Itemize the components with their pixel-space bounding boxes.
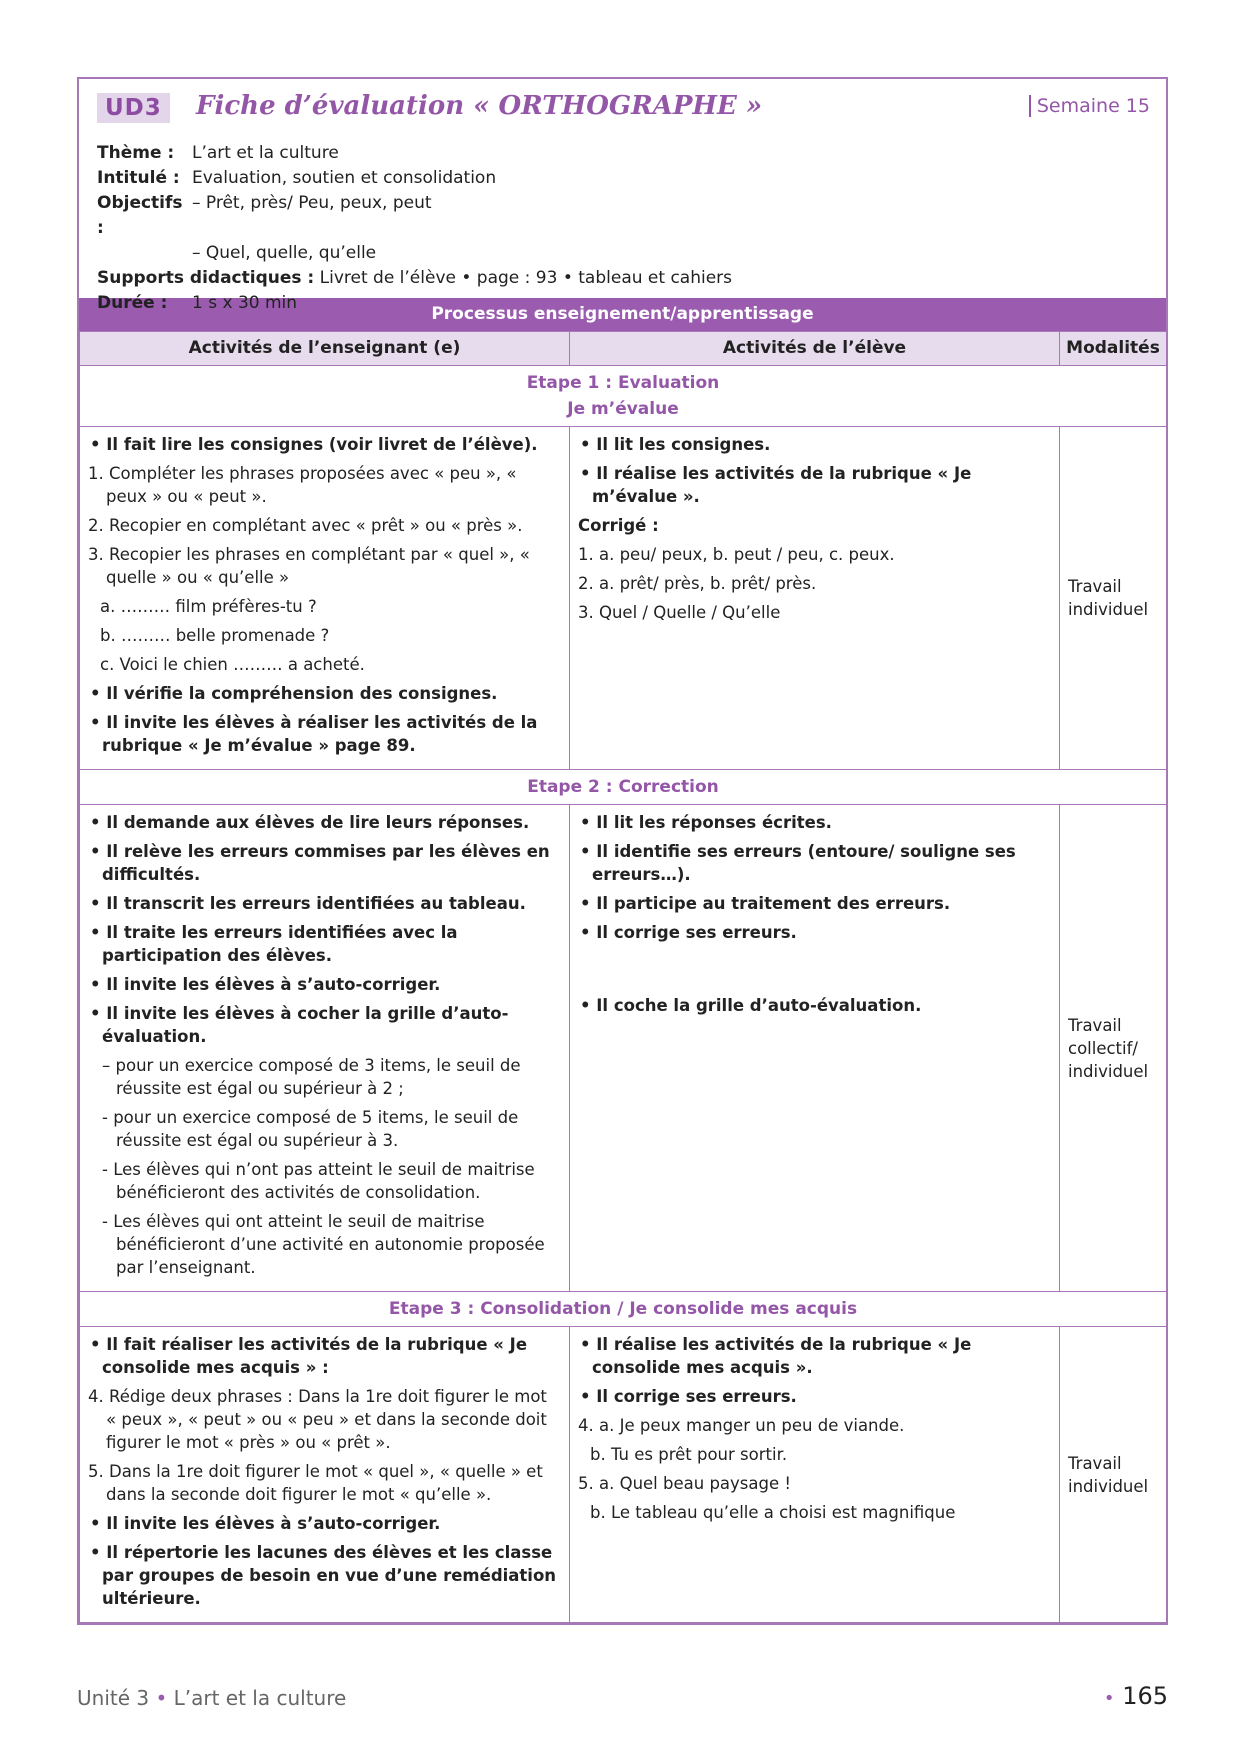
text-line: 1. a. peu/ peux, b. peut / peu, c. peux. [578,545,895,564]
text-line: – pour un exercice composé de 3 items, le seuil de réussite est égal ou supérieur à 2 ; [102,1056,521,1098]
objectif-1: – Prêt, près/ Peu, peux, peut [192,193,432,213]
page-dot: • [1103,1688,1115,1709]
text-line: Corrigé : [578,516,659,535]
supports-label: Supports didactiques : [97,268,315,288]
step-1-row [80,427,1167,770]
step-3-student [570,1327,1060,1623]
text-line: 4. Rédige deux phrases : Dans la 1re doit figurer le mot « peux », « peut » ou « peu » et dans la seconde doit figurer le mot « près » ou « prêt ». [88,1387,547,1452]
text-line: c. Voici le chien ……… a acheté. [100,655,365,674]
text-line: 2. Recopier en complétant avec « prêt » ou « près ». [88,516,523,535]
footer-separator: • [155,1686,168,1710]
text-line: • Il corrige ses erreurs. [580,923,797,942]
theme-value: L’art et la culture [192,143,339,163]
text-line: • Il coche la grille d’auto-évaluation. [580,996,922,1015]
step-2-teacher [80,805,570,1292]
text-line: • Il invite les élèves à s’auto-corriger. [90,1514,441,1533]
page-title: Fiche d’évaluation « ORTHOGRAPHE » [196,91,763,121]
step-2-header [80,770,1167,805]
col-student: Activités de l’élève [570,332,1060,366]
text-line: b. Tu es prêt pour sortir. [590,1445,788,1464]
text-line: 2. a. prêt/ près, b. prêt/ près. [578,574,817,593]
step-1-modalite: Travail individuel [1060,427,1167,770]
text-line: • Il participe au traitement des erreurs. [580,894,951,913]
process-band: Processus enseignement/apprentissage [79,298,1166,331]
text-line: • Il demande aux élèves de lire leurs réponses. [90,813,530,832]
step-1-title: Etape 1 : Evaluation [526,373,720,393]
text-line: • Il vérifie la compréhension des consignes. [90,684,498,703]
theme-label: Thème : [97,143,175,163]
text-line: • Il lit les réponses écrites. [580,813,832,832]
objectif-2: – Quel, quelle, qu’elle [192,243,377,263]
text-line: 4. a. Je peux manger un peu de viande. [578,1416,905,1435]
text-line: • Il réalise les activités de la rubrique « Je m’évalue ». [580,464,972,506]
step-2-modalite: Travail collectif/ individuel [1060,805,1167,1292]
footer-unit [77,1686,346,1710]
text-line: • Il identifie ses erreurs (entoure/ souligne ses erreurs…). [580,842,1016,884]
step-2-student [570,805,1060,1292]
text-line: - Les élèves qui n’ont pas atteint le seuil de maitrise bénéficieront des activités de consolidation. [102,1160,535,1202]
text-line: • Il invite les élèves à cocher la grille d’auto-évaluation. [90,1004,509,1046]
footer-theme: L’art et la culture [173,1686,347,1710]
text-line: • Il transcrit les erreurs identifiées au tableau. [90,894,526,913]
supports-value: Livret de l’élève • page : 93 • tableau et cahiers [319,268,733,288]
text-line: • Il répertorie les lacunes des élèves et les classe par groupes de besoin en vue d’une remédiation ultérieure. [90,1543,557,1608]
step-3-row [80,1327,1167,1623]
intitule-label: Intitulé : [97,168,180,188]
text-line: 5. Dans la 1re doit figurer le mot « quel », « quelle » et dans la seconde doit figurer le mot « qu’elle ». [88,1462,543,1504]
text-line: • Il traite les erreurs identifiées avec la participation des élèves. [90,923,458,965]
text-line: • Il invite les élèves à réaliser les activités de la rubrique « Je m’évalue » page 89. [90,713,538,755]
activities-table [79,331,1167,1623]
page-number [1104,1682,1168,1710]
page-number-value: 165 [1122,1682,1168,1710]
week-label: Semaine 15 [1029,95,1150,117]
step-2-title: Etape 2 : Correction [80,770,1167,805]
text-line: • Il réalise les activités de la rubrique « Je consolide mes acquis ». [580,1335,972,1377]
step-3-teacher [80,1327,570,1623]
text-line: 3. Quel / Quelle / Qu’elle [578,603,781,622]
text-line: a. ……… film préfères-tu ? [100,597,317,616]
duree-value: 1 s x 30 min [192,293,298,313]
text-line: 5. a. Quel beau paysage ! [578,1474,791,1493]
footer-unit-label: Unité 3 [77,1686,150,1710]
meta-info [97,141,732,316]
step-1-student [570,427,1060,770]
objectifs-label: Objectifs : [97,193,183,238]
text-line: b. ……… belle promenade ? [100,626,330,645]
col-modalites: Modalités [1060,332,1167,366]
text-line: • Il fait réaliser les activités de la rubrique « Je consolide mes acquis » : [90,1335,528,1377]
text-line: b. Le tableau qu’elle a choisi est magnifique [590,1503,956,1522]
intitule-value: Evaluation, soutien et consolidation [192,168,497,188]
sheet-header [79,79,1166,313]
col-teacher: Activités de l’enseignant (e) [80,332,570,366]
unit-badge: UD3 [97,93,170,123]
column-headers [80,332,1167,366]
text-line: • Il corrige ses erreurs. [580,1387,797,1406]
step-1-teacher [80,427,570,770]
text-line: - pour un exercice composé de 5 items, le seuil de réussite est égal ou supérieur à 3. [102,1108,519,1150]
text-line: • Il fait lire les consignes (voir livret de l’élève). [90,435,538,454]
lesson-sheet [77,77,1168,1625]
step-3-header [80,1292,1167,1327]
text-line: 3. Recopier les phrases en complétant par « quel », « quelle » ou « qu’elle » [88,545,530,587]
text-line: • Il lit les consignes. [580,435,771,454]
step-1-subtitle: Je m’évalue [567,399,679,419]
duree-label: Durée : [97,293,168,313]
step-3-modalite: Travail individuel [1060,1327,1167,1623]
text-line: 1. Compléter les phrases proposées avec « peu », « peux » ou « peut ». [88,464,517,506]
step-2-row [80,805,1167,1292]
step-3-title: Etape 3 : Consolidation / Je consolide mes acquis [80,1292,1167,1327]
step-1-header [80,366,1167,427]
text-line: • Il relève les erreurs commises par les élèves en difficultés. [90,842,550,884]
text-line: • Il invite les élèves à s’auto-corriger. [90,975,441,994]
text-line: - Les élèves qui ont atteint le seuil de maitrise bénéficieront d’une activité en autonomie proposée par l’enseignant. [102,1212,545,1277]
